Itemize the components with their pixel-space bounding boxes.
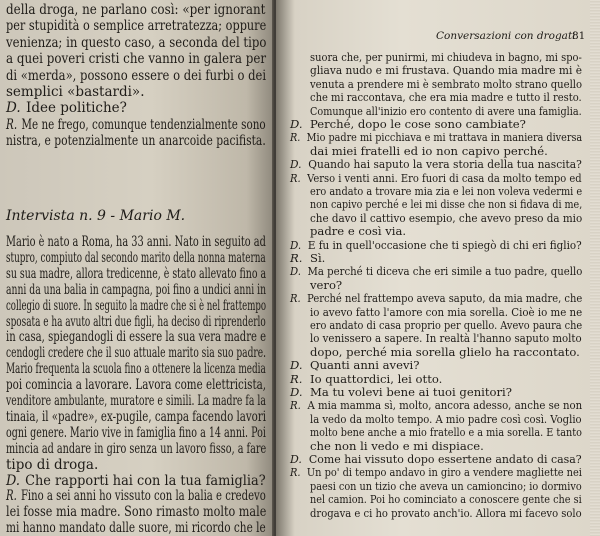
section-title: Intervista n. 9 - Mario M. [6,208,186,224]
line-text: molto bene anche a mio fratello e a mia sorella. E tanto [310,425,582,440]
text-line [290,266,582,278]
text-line [6,313,266,330]
line-text: tipo di droga. [6,456,99,473]
line-text: Perché nel frattempo aveva saputo, da mia madre, che [307,291,583,306]
text-line [310,344,580,359]
text-line [310,103,582,118]
line-text: anni da una balia in campagna, poi fino a undici anni in [6,281,267,298]
text-line [6,20,266,34]
line-text: Me ne frego, comunque tendenzialmente sono [21,116,266,133]
line-text: lo venissero a sapere. In realtà l'hanno saputo molto [310,331,582,346]
text-line [6,395,266,409]
text-line [6,236,266,250]
line-text: Comunque all'inizio ero contento di avere una famiglia. [310,103,582,118]
text-line [290,132,582,144]
line-text: ero andato di casa proprio per quello. Avevo paura che [310,318,583,332]
text-line [310,411,582,426]
line-text: drogava e ci ho provato anch'io. Allora mi facevo solo [310,505,582,520]
speaker-label: R. [290,465,301,480]
text-line [6,440,267,457]
line-text: dai miei fratelli ed io non capivo perché. [310,143,548,158]
line-text: Mio padre mi picchiava e mi trattava in maniera diversa [306,130,583,145]
text-line [290,237,582,252]
text-line [310,478,582,493]
line-text: nel camion. Poi ho cominciato a conoscere gente che si [310,492,582,507]
line-text: in casa, spiegandogli di essere la sua vera madre e [6,329,267,346]
line-text: poi comincia a lavorare. Lavora come elettricista, [6,377,267,394]
text-line [6,379,266,393]
text-line [6,249,266,266]
text-line [290,467,582,479]
text-line [310,210,583,225]
text-line [310,186,582,198]
line-text: Quando hai saputo la vera storia della tua nascita? [308,157,582,172]
page-number: 81 [572,30,586,42]
text-line [6,281,267,298]
line-text: venditore ambulante, muratore e simili. La madre fa la [6,393,266,409]
text-line [6,265,267,282]
text-line [310,76,583,91]
line-text: ogni genere. Mario vive in famiglia fino a 14 anni. Poi [6,424,266,441]
line-text: della droga, ne parlano così: «per ignorant [6,2,266,18]
text-line [310,333,582,345]
line-text: A mia mamma sì, molto, ancora adesso, anche se non [307,398,583,413]
line-text: collegio di suore. In seguito la madre che si è nel frattempo [6,297,267,314]
text-line [290,159,582,171]
speaker-label: D. [290,358,303,373]
line-text: che non li vedo e mi dispiace. [310,438,484,453]
text-line [6,102,127,116]
speaker-label: R. [290,130,301,145]
text-line [6,456,99,473]
text-line [310,199,582,211]
line-text: Mario è nato a Roma, ha 33 anni. Nato in seguito ad [6,234,266,250]
line-text: vero? [310,277,343,292]
line-text: Un po' di tempo andavo in giro a vendere magliette nei [306,465,582,480]
text-line [290,360,419,372]
line-text: ero andato a trovare mia zia e lei non voleva vedermi e [310,184,583,198]
line-text: Ma perché ti diceva che eri simile a tuo padre, quello [307,264,583,279]
text-line [310,65,582,77]
right-page [276,0,590,536]
text-line [6,116,266,133]
line-text: stupro, compiuto dal secondo marito della nonna materna [6,249,266,266]
text-line [290,454,582,466]
speaker-label: R. [6,116,18,133]
line-text: Sì. [310,251,326,265]
line-text: padre e così via. [310,224,407,239]
text-line [6,86,144,100]
line-text: Quanti anni avevi? [310,358,420,373]
text-line [6,53,266,67]
line-text: venuta a prendere mi è sembrato molto strano quello [310,76,583,91]
line-text: sposata e ha avuto altri due figli, ha deciso di riprenderlo [6,313,266,330]
text-line [6,4,265,18]
line-text: semplici «bastardi». [6,84,145,100]
line-text: nistra, e potenzialmente un anarcoide pacifista. [6,133,266,150]
text-line [6,297,267,314]
text-line [6,363,266,377]
line-text: io avevo fatto l'amore con mia sorella. Cioè io me ne [310,304,583,319]
text-line [310,427,582,439]
line-text: mi hanno mandato dalle suore, mi ricordo che le [6,520,266,536]
line-text: Fino a sei anni ho vissuto con la balia e credevo [20,488,266,505]
text-line [6,522,266,536]
speaker-label: R. [6,488,17,505]
speaker-label: D. [290,385,303,399]
text-line [310,304,583,319]
line-text: venienza; in questo caso, a seconda del tipo [6,34,267,51]
line-text: suora che, per punirmi, mi chiudeva in bagno, mi spo- [310,50,582,64]
line-text: che mi raccontava, che era mia madre e tutto il resto. [310,90,582,105]
line-text: per stupidità o semplice arretratezza; oppure [6,18,267,35]
speaker-label: R. [290,291,301,306]
text-line [6,34,267,51]
left-page [0,0,274,536]
text-line [290,400,582,412]
line-text: Verso i venti anni. Ero fuori di casa da molto tempo ed [307,170,582,185]
line-text: Ma tu volevi bene ai tuoi genitori? [310,385,512,399]
running-header: Conversazioni con drogati [436,30,576,42]
line-text: Mario frequenta la scuola fino a ottenere la licenza media [6,361,266,378]
text-line [6,135,266,149]
line-text: E fu in quell'occasione che ti spiegò di chi eri figlio? [307,237,582,252]
line-text: cendogli credere che il suo attuale marito sia suo padre. [6,345,266,362]
speaker-label: D. [290,452,302,466]
speaker-label: D. [290,237,302,252]
text-line [6,67,267,84]
line-text: tinaia, il «padre», ex-pugile, campa facendo lavori [6,408,266,425]
speaker-label: D. [290,157,302,172]
text-line [310,320,582,332]
line-text: a quei poveri cristi che vanno in galera per [6,51,267,68]
text-line [290,387,512,399]
text-line [310,92,582,104]
line-text: che davo il cattivo esempio, che avevo preso da mio [310,210,583,225]
line-text: la vedo da molto tempo. A mio padre così così. Voglio [310,411,582,426]
line-text: Perché, dopo le cose sono cambiate? [310,117,526,131]
text-line [310,277,343,292]
text-line [290,119,526,131]
speaker-label: R. [290,170,301,185]
line-text: mincia ad andare in giro senza un lavoro fisso, a fare [6,440,267,457]
line-text: lei fosse mia madre. Sono rimasto molto male [6,504,267,521]
text-line [310,438,484,453]
text-line [310,52,582,64]
text-line [6,331,266,345]
line-text: su sua madre, allora tredicenne, è stato allevato fino a [6,265,267,282]
line-text: dopo, perché mia sorella glielo ha raccontato. [310,344,580,359]
text-line [6,490,266,504]
speaker-label: D. [6,100,21,117]
text-line [310,143,548,158]
text-line [6,506,266,520]
line-text: di «merda», possono essere o dei furbi o dei [6,67,267,84]
speaker-label: D. [290,264,301,279]
line-text: non capivo perché e lei mi disse che non si fidava di me, [310,197,583,212]
line-text: Che rapporti hai con la tua famiglia? [25,472,266,489]
text-line [290,293,582,305]
text-line [6,347,266,361]
text-line [6,408,266,425]
line-text: Idee politiche? [26,100,127,117]
speaker-label: D. [6,472,20,489]
text-line [290,170,582,185]
text-line [290,371,443,386]
line-text: Come hai vissuto dopo essertene andato di casa? [308,452,582,466]
line-text: gliava nudo e mi frustava. Quando mia madre mi è [310,63,582,78]
text-line [6,472,266,489]
line-text: paesi con un tizio che aveva un camioncino; io dormivo [310,478,582,493]
page-edges [590,0,600,536]
text-line [6,424,266,441]
speaker-label: D. [290,117,303,131]
text-line [310,505,582,520]
speaker-label: R. [290,251,303,265]
text-line [310,494,582,506]
text-line [290,253,325,265]
speaker-label: R. [290,371,303,386]
speaker-label: R. [290,398,301,413]
line-text: Io quattordici, lei otto. [310,371,443,386]
text-line [310,226,406,238]
